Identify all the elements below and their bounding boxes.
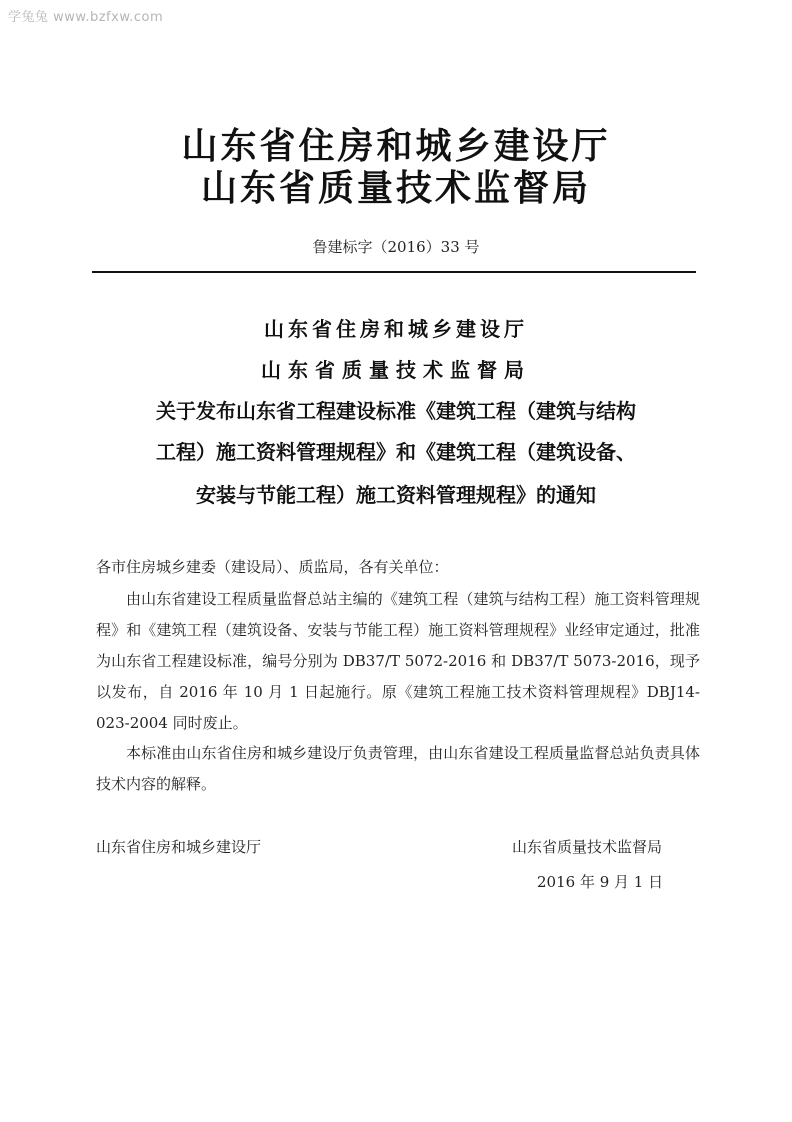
signature-left-issuer: 山东省住房和城乡建设厅 <box>96 838 262 856</box>
notice-title-line-4: 工程）施工资料管理规程》和《建筑工程（建筑设备、 <box>156 440 636 464</box>
body-paragraph-1: 由山东省建设工程质量监督总站主编的《建筑工程（建筑与结构工程）施工资料管理规程》和《建筑工程（建筑设备、安装与节能工程）施工资料管理规程》业经审定通过，批准为山东省工程建设标准，编号分别为 DB37/T 5072-2016 和 DB37/T 5073-2016，现予以发布，自 2016 年 10 月 1 日起施行。原《建筑工程施工技术资料管理规程》DBJ14-023-2004 同时废止。 <box>96 590 700 732</box>
signature-right-issuer: 山东省质量技术监督局 <box>512 838 663 856</box>
notice-title-line-5: 安装与节能工程）施工资料管理规程》的通知 <box>196 483 596 507</box>
notice-title-line-3: 关于发布山东省工程建设标准《建筑工程（建筑与结构 <box>156 399 636 423</box>
signature-date: 2016 年 9 月 1 日 <box>537 873 664 891</box>
watermark-text: 学兔兔 www.bzfxw.com <box>8 10 164 25</box>
document-number: 鲁建标字（2016）33 号 <box>312 238 480 256</box>
notice-title-line-2: 山东省质量技术监督局 <box>261 358 531 382</box>
issuer-header-line-2: 山东省质量技术监督局 <box>200 168 591 209</box>
notice-title-line-1: 山东省住房和城乡建设厅 <box>264 317 528 341</box>
body-paragraph-2: 本标准由山东省住房和城乡建设厅负责管理，由山东省建设工程质量监督总站负责具体技术内容的解释。 <box>96 744 700 793</box>
salutation: 各市住房城乡建委（建设局）、质监局，各有关单位： <box>96 558 449 576</box>
header-divider <box>92 271 696 273</box>
issuer-header-line-1: 山东省住房和城乡建设厅 <box>181 126 611 167</box>
